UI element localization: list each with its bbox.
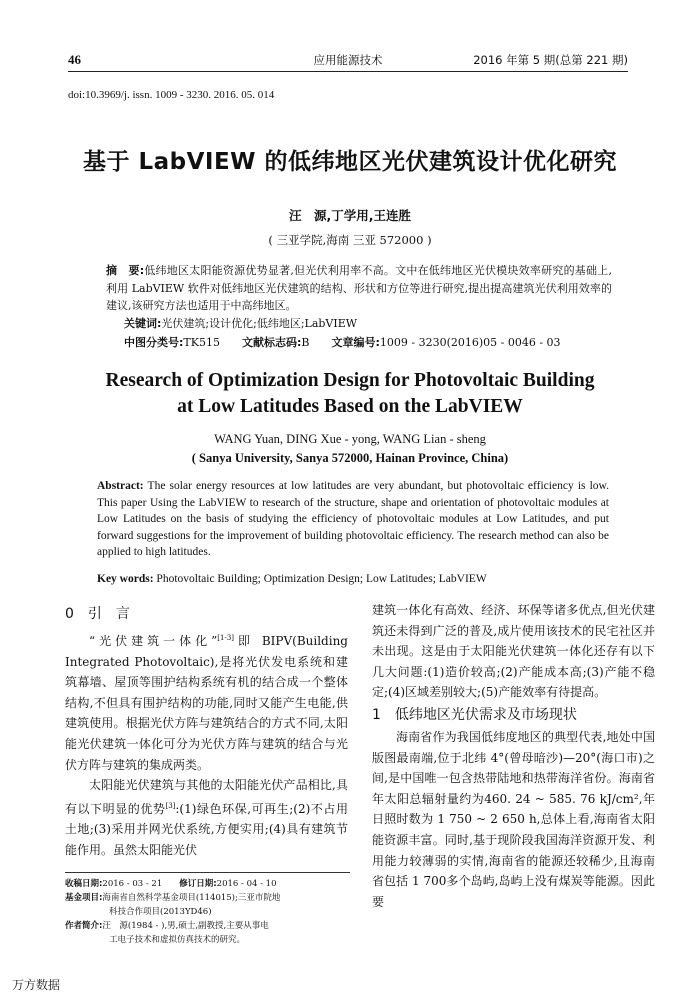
author-bio-label: 作者简介: xyxy=(65,921,103,931)
footnote-dates xyxy=(65,877,350,891)
citation[interactable]: [1-3] xyxy=(217,634,235,642)
article-number-label: 文章编号: xyxy=(331,336,380,349)
paragraph: 建筑一体化有高效、经济、环保等诸多优点,但光伏建筑还未得到广泛的普及,成片使用该技术的民宅社区并未出现。这是由于太阳能光伏建筑一体化还存有以下几大问题:(1)造价较高;(2)产能成本高;(3)产能不稳定;(4)区域差别较大;(5)产能效率有待提高。 xyxy=(372,603,655,700)
fund-label: 基金项目: xyxy=(65,893,103,903)
footnote-author xyxy=(65,919,350,933)
authors-english: WANG Yuan, DING Xue - yong, WANG Lian - sheng xyxy=(214,432,486,446)
keywords-chinese-text: 光伏建筑;设计优化;低纬地区;LabVIEW xyxy=(161,317,358,330)
keywords-english-label: Key words: xyxy=(97,573,154,585)
header-rule xyxy=(68,71,628,72)
section-heading-demand: 1 低纬地区光伏需求及市场现状 xyxy=(372,706,577,723)
abstract-english-text: The solar energy resources at low latitudes are very abundant, but photovoltaic efficiency is low. This paper Using the LabVIEW to research of the structure, shape and orientation of photovoltaic modules at Low Latitudes on the basis of studying the efficiency of photovoltaic modules at Low Latitudes, and put forward suggestions for the improvement of building photovoltaic efficiency. The research method can also be applied to high latitudes. xyxy=(97,480,609,558)
abstract-chinese-label: 摘 要: xyxy=(106,264,145,277)
watermark: 万方数据 xyxy=(12,978,61,992)
paragraph xyxy=(65,628,348,775)
author-bio-text: 汪 源(1984 - ),男,硕士,副教授,主要从事电 xyxy=(102,921,269,931)
footnotes xyxy=(65,872,350,947)
keywords-english-text: Photovoltaic Building; Optimization Design; Low Latitudes; LabVIEW xyxy=(153,573,487,585)
received-date: 2016 - 03 - 21 xyxy=(102,879,163,889)
keywords-chinese-label: 关键词: xyxy=(124,317,162,330)
affiliation-english: ( Sanya University, Sanya 572000, Hainan Province, China) xyxy=(191,451,509,465)
footnote-fund xyxy=(65,891,350,905)
keywords-english xyxy=(97,573,609,585)
fund-text: 海南省自然科学基金项目(114015);三亚市院地 xyxy=(102,893,281,903)
doi[interactable]: doi:10.3969/j. issn. 1009 - 3230. 2016. 05. 014 xyxy=(68,89,275,101)
clc-value: TK515 xyxy=(183,336,220,349)
article-number-value: 1009 - 3230(2016)05 - 0046 - 03 xyxy=(379,336,561,349)
footnote-author-cont: 工电子技术和虚拟仿真技术的研究。 xyxy=(109,935,246,945)
abstract-english xyxy=(97,478,609,561)
page-number: 46 xyxy=(68,52,81,67)
title-chinese: 基于 LabVIEW 的低纬地区光伏建筑设计优化研究 xyxy=(82,149,618,175)
journal-name: 应用能源技术 xyxy=(313,53,383,67)
received-label: 收稿日期: xyxy=(65,879,103,889)
title-english-line2: at Low Latitudes Based on the LabVIEW xyxy=(177,396,523,417)
revised-date: 2016 - 04 - 10 xyxy=(216,879,277,889)
paragraph-text: :(1)绿色环保,可再生;(2)不占用土地;(3)采用并网光伏系统,方便实用;(4)具有建筑节能作用。虽然太阳能光伏 xyxy=(65,801,348,857)
footnote-fund-cont: 科技合作项目(2013YD46) xyxy=(109,907,212,917)
paragraph-text: 即 BIPV(Building Integrated Photovoltaic),是将光伏发电系统和建筑幕墙、屋顶等围护结构系统有机的结合成一个整体结构,不但具有围护结构的功能,同时又能产生电能,供建筑使用。根据光伏方阵与建筑结合的方式不同,太阳能光伏建筑一体化可分为光伏方阵与建筑的结合与光伏方阵与建筑的集成两类。 xyxy=(65,634,348,772)
clc-label: 中图分类号: xyxy=(124,336,184,349)
title-english-line1: Research of Optimization Design for Photovoltaic Building xyxy=(105,370,595,391)
affiliation-chinese: ( 三亚学院,海南 三亚 572000 ) xyxy=(268,233,432,247)
citation[interactable]: [3] xyxy=(165,801,176,810)
keywords-chinese xyxy=(124,315,357,331)
abstract-english-label: Abstract: xyxy=(97,480,144,492)
abstract-chinese xyxy=(106,262,612,315)
abstract-chinese-text: 低纬地区太阳能资源优势显著,但光伏利用率不高。文中在低纬地区光伏模块效率研究的基础上,利用 LabVIEW 软件对低纬地区光伏建筑的结构、形状和方位等进行研究,提出提高建筑光伏利用效率的建议,该研究方法也适用于中高纬地区。 xyxy=(106,264,612,312)
paragraph-text: 太阳能光伏建筑与其他的太阳能光伏产品相比,具有以下明显的优势 xyxy=(65,778,348,816)
body-column-right xyxy=(372,600,655,912)
section-heading-introduction: 0 引 言 xyxy=(65,606,130,622)
paragraph: 海南省作为我国低纬度地区的典型代表,地处中国版图最南端,位于北纬 4°(曾母暗沙)—20°(海口市)之间,是中国唯一包含热带陆地和热带海洋省份。海南省年太阳总辐射量约为460. 24 ~ 585. 76 kJ/cm²,年日照时数为 1 750 ~ 2 650 h,总体上看,海南省太阳能资源丰富。同时,基于现阶段我国海洋资源开发、利用能力较薄弱的实情,海南省的能源还较稀少,且海南省包括 1 700多个岛屿,岛屿上没有煤炭等能源。因此要 xyxy=(372,729,655,909)
doc-code-value: B xyxy=(301,336,310,349)
classification-line xyxy=(124,334,561,350)
running-header xyxy=(68,52,628,68)
doc-code-label: 文献标志码: xyxy=(241,336,302,349)
authors-chinese: 汪 源,丁学用,王连胜 xyxy=(289,208,411,223)
body-column-left xyxy=(65,600,348,861)
paragraph xyxy=(65,775,348,860)
paragraph-text: “光伏建筑一体化” xyxy=(89,634,218,648)
title-english xyxy=(0,368,700,420)
issue-info: 2016 年第 5 期(总第 221 期) xyxy=(473,53,628,67)
revised-label: 修订日期: xyxy=(179,879,217,889)
